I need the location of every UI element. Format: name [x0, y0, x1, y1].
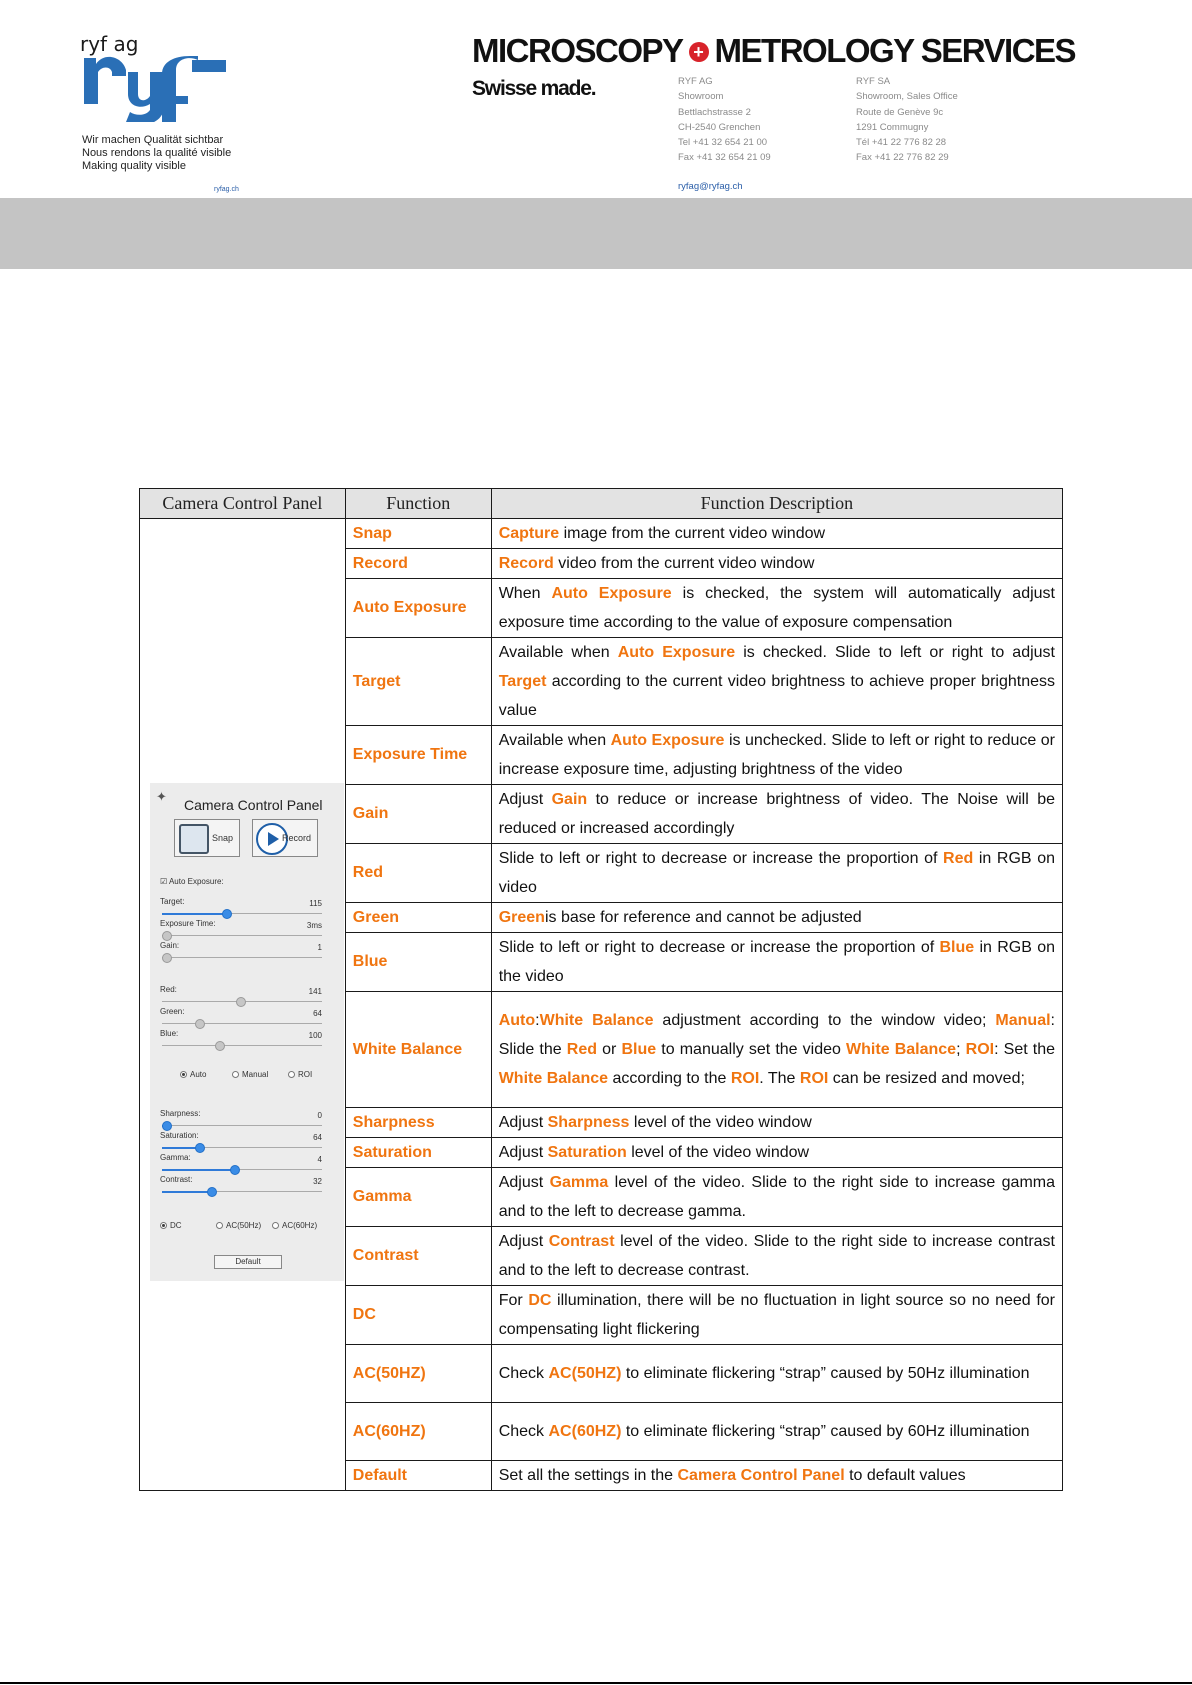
description-text: level of the video. Slide to the right side to increase gamma and to the left to decrease gamma. — [498, 1174, 1056, 1220]
light-source-radio[interactable] — [160, 1221, 182, 1230]
function-name: Default — [345, 1461, 491, 1491]
highlight-term: Target — [498, 673, 547, 690]
address-line: CH-2540 Grenchen — [678, 121, 761, 133]
address-line: Showroom, Sales Office — [856, 91, 958, 103]
slider-fill — [162, 1169, 232, 1171]
white-balance-radio[interactable] — [180, 1070, 206, 1079]
slider-label: Red: — [160, 985, 177, 994]
description-text: is checked, the system will automatically adjust exposure time according to the value of exposure compensation — [498, 585, 1055, 631]
function-name: Snap — [345, 519, 491, 549]
highlight-term: Manual — [995, 1012, 1051, 1029]
slider-track[interactable] — [162, 935, 322, 936]
footer-rule — [0, 1682, 1192, 1684]
header-function: Function — [345, 489, 491, 519]
function-name: DC — [345, 1286, 491, 1345]
function-description — [491, 638, 1062, 726]
function-name: Record — [345, 549, 491, 579]
highlight-term: ROI — [965, 1041, 995, 1058]
description-text: to eliminate flickering “strap” caused by 50Hz illumination — [621, 1365, 1030, 1382]
slider-track[interactable] — [162, 1125, 322, 1126]
description-text: Set all the settings in the — [498, 1467, 678, 1484]
camera-icon — [179, 824, 209, 854]
description-text: Adjust — [498, 1174, 550, 1191]
highlight-term: Auto Exposure — [551, 585, 672, 602]
highlight-term: Auto Exposure — [610, 732, 725, 749]
slider-value: 32 — [313, 1177, 322, 1186]
description-text: Adjust — [498, 1144, 548, 1161]
description-text: Adjust — [498, 791, 552, 808]
highlight-term: Auto — [498, 1012, 536, 1029]
slider-knob[interactable] — [215, 1041, 225, 1051]
slider-value: 3ms — [306, 921, 322, 930]
function-name: Auto Exposure — [345, 579, 491, 638]
slider-label: Exposure Time: — [160, 919, 216, 928]
slider-knob[interactable] — [195, 1019, 205, 1029]
slider-knob[interactable] — [207, 1187, 217, 1197]
address-line: Bettlachstrasse 2 — [678, 106, 751, 118]
description-text: : Set the — [994, 1041, 1056, 1058]
function-name: Red — [345, 844, 491, 903]
highlight-term: White Balance — [539, 1012, 654, 1029]
address-line: Fax +41 22 776 82 29 — [856, 152, 949, 164]
function-description — [491, 549, 1062, 579]
description-text: adjustment according to the window video; — [653, 1012, 996, 1029]
slider-value: 115 — [309, 899, 322, 908]
slider-label: Gain: — [160, 941, 180, 950]
highlight-term: Green — [498, 909, 545, 926]
function-description — [491, 1108, 1062, 1138]
slider-label: Green: — [160, 1007, 185, 1016]
slider-knob[interactable] — [236, 997, 246, 1007]
slider-fill — [162, 1191, 209, 1193]
header-camera-control-panel: Camera Control Panel — [140, 489, 346, 519]
description-text: For — [498, 1292, 529, 1309]
highlight-term: Sharpness — [547, 1114, 630, 1131]
slider-label: Saturation: — [160, 1131, 199, 1140]
header-function-description: Function Description — [491, 489, 1062, 519]
highlight-term: ROI — [730, 1070, 760, 1087]
function-description — [491, 1227, 1062, 1286]
description-text: is base for reference and cannot be adjusted — [544, 909, 862, 926]
function-description — [491, 933, 1062, 992]
panel-title: Camera Control Panel — [184, 797, 323, 813]
address-line: Route de Genève 9c — [856, 106, 944, 118]
function-description — [491, 785, 1062, 844]
slider-value: 0 — [317, 1111, 322, 1120]
function-name: Saturation — [345, 1138, 491, 1168]
highlight-term: Capture — [498, 525, 560, 542]
description-text: Slide to left or right to decrease or increase the proportion of — [498, 850, 944, 867]
description-text: . The — [759, 1070, 800, 1087]
auto-exposure-label: Auto Exposure: — [168, 877, 224, 886]
description-text: level of the video window — [629, 1114, 812, 1131]
website-link[interactable]: ryfag.ch — [214, 186, 239, 193]
description-text: Adjust — [498, 1233, 549, 1250]
description-text: illumination, there will be no fluctuation in light source so no need for compensating light flickering — [498, 1292, 1055, 1338]
slider-fill — [162, 913, 224, 915]
tagline-en: Making quality visible — [82, 160, 186, 172]
radio-label: DC — [170, 1221, 182, 1230]
description-text: to eliminate flickering “strap” caused by 60Hz illumination — [621, 1423, 1030, 1440]
function-description — [491, 1286, 1062, 1345]
function-description — [491, 726, 1062, 785]
description-text: When — [498, 585, 552, 602]
highlight-term: ROI — [799, 1070, 829, 1087]
slider-knob[interactable] — [222, 909, 232, 919]
slider-value: 100 — [308, 1031, 322, 1040]
highlight-term: Red — [566, 1041, 597, 1058]
highlight-term: White Balance — [846, 1041, 957, 1058]
highlight-term: AC(50HZ) — [548, 1365, 622, 1382]
description-text: Adjust — [498, 1114, 548, 1131]
email-link[interactable]: ryfag@ryfag.ch — [678, 181, 743, 192]
description-text: Available when — [498, 732, 611, 749]
description-text: Check — [498, 1423, 549, 1440]
function-name: Target — [345, 638, 491, 726]
radio-label: AC(50Hz) — [226, 1221, 262, 1230]
function-name: Gamma — [345, 1168, 491, 1227]
light-source-radio[interactable] — [272, 1221, 317, 1230]
function-description — [491, 519, 1062, 549]
slider-knob[interactable] — [162, 1121, 172, 1131]
function-name: Contrast — [345, 1227, 491, 1286]
slider-knob[interactable] — [162, 953, 172, 963]
description-text: or — [597, 1041, 622, 1058]
slider-value: 1 — [317, 943, 322, 952]
slider-label: Gamma: — [160, 1153, 191, 1162]
function-description — [491, 844, 1062, 903]
radio-label: Manual — [242, 1070, 269, 1079]
logo-wordmark: ryf ag — [80, 32, 139, 56]
description-text: to reduce or increase brightness of video. The Noise will be reduced or increased accordingly — [498, 791, 1055, 837]
highlight-term: Blue — [939, 939, 975, 956]
function-table — [139, 488, 1063, 1491]
highlight-term: Gain — [551, 791, 588, 808]
address-line: Tél +41 22 776 82 28 — [856, 137, 947, 149]
snap-button[interactable] — [174, 819, 240, 857]
slider-track[interactable] — [162, 1045, 322, 1046]
tagline-fr: Nous rendons la qualité visible — [82, 147, 232, 159]
slider-value: 4 — [317, 1155, 322, 1164]
function-description — [491, 992, 1062, 1108]
slider-label: Contrast: — [160, 1175, 193, 1184]
address-line: RYF AG — [678, 76, 713, 87]
slider-track[interactable] — [162, 957, 322, 958]
function-name: AC(60HZ) — [345, 1403, 491, 1461]
function-description — [491, 1461, 1062, 1491]
address-ag — [678, 74, 771, 166]
radio-label: AC(60Hz) — [282, 1221, 318, 1230]
auto-exposure-checkbox[interactable]: ☑ Auto Exposure: — [160, 877, 224, 886]
table-row — [140, 519, 1063, 549]
description-text: : Slide the — [498, 1012, 1055, 1058]
table-body — [140, 519, 1063, 1491]
highlight-term: DC — [528, 1292, 552, 1309]
highlight-term: Saturation — [547, 1144, 627, 1161]
brand-right: METROLOGY SERVICES — [714, 32, 1076, 69]
function-name: Blue — [345, 933, 491, 992]
tagline — [82, 134, 231, 173]
highlight-term: Blue — [621, 1041, 657, 1058]
highlight-term: Red — [943, 850, 974, 867]
slider-knob[interactable] — [162, 931, 172, 941]
description-text: video from the current video window — [553, 555, 815, 572]
function-description — [491, 1168, 1062, 1227]
description-text: in RGB on video — [498, 850, 1055, 896]
function-description — [491, 1345, 1062, 1403]
description-text: to default values — [844, 1467, 966, 1484]
slider-label: Sharpness: — [160, 1109, 201, 1118]
swiss-cross-icon: + — [689, 42, 709, 62]
description-text: Check — [498, 1365, 549, 1382]
description-text: to manually set the video — [656, 1041, 847, 1058]
tagline-de: Wir machen Qualität sichtbar — [82, 134, 224, 146]
camera-control-panel — [150, 783, 344, 1281]
description-text: image from the current video window — [559, 525, 826, 542]
radio-label: ROI — [298, 1070, 313, 1079]
address-sa — [856, 74, 958, 166]
light-source-radio[interactable] — [216, 1221, 261, 1230]
record-label: Record — [281, 833, 311, 843]
slider-label: Target: — [160, 897, 185, 906]
slider-knob[interactable] — [230, 1165, 240, 1175]
address-line: Showroom — [678, 91, 724, 103]
highlight-term: Record — [498, 555, 554, 572]
address-line: Tel +41 32 654 21 00 — [678, 137, 768, 149]
function-name: Exposure Time — [345, 726, 491, 785]
description-text: level of the video window — [626, 1144, 810, 1161]
slider-value: 64 — [313, 1133, 322, 1142]
highlight-term: Contrast — [548, 1233, 615, 1250]
highlight-term: White Balance — [498, 1070, 609, 1087]
description-text: can be resized and moved; — [828, 1070, 1025, 1087]
function-description — [491, 1403, 1062, 1461]
highlight-term: Camera Control Panel — [677, 1467, 845, 1484]
white-balance-radio[interactable] — [232, 1070, 268, 1079]
address-line: Fax +41 32 654 21 09 — [678, 152, 771, 164]
brand-left: MICROSCOPY — [472, 32, 683, 69]
description-text: in RGB on the video — [498, 939, 1055, 985]
function-name: AC(50HZ) — [345, 1345, 491, 1403]
record-button[interactable] — [252, 819, 318, 857]
address-line: RYF SA — [856, 76, 891, 87]
snap-label: Snap — [211, 833, 233, 843]
description-text: is unchecked. Slide to left or right to reduce or increase exposure time, adjusting brightness of the video — [498, 732, 1056, 778]
description-text: is checked. Slide to left or right to adjust — [735, 644, 1056, 661]
table-header-row — [140, 489, 1063, 519]
description-text: according to the — [608, 1070, 731, 1087]
brand-title — [472, 32, 1075, 70]
function-description — [491, 579, 1062, 638]
function-name: Green — [345, 903, 491, 933]
description-text: ; — [956, 1041, 966, 1058]
description-text: : — [535, 1012, 540, 1029]
highlight-term: AC(60HZ) — [548, 1423, 622, 1440]
slider-knob[interactable] — [195, 1143, 205, 1153]
address-line: 1291 Commugny — [856, 121, 929, 133]
slider-value: 64 — [313, 1009, 322, 1018]
white-balance-radio[interactable] — [288, 1070, 312, 1079]
default-button[interactable]: Default — [214, 1255, 282, 1269]
slider-value: 141 — [308, 987, 322, 996]
function-description — [491, 903, 1062, 933]
description-text: Available when — [498, 644, 618, 661]
swiss-made: Swisse made. — [472, 77, 596, 100]
slider-label: Blue: — [160, 1029, 179, 1038]
function-name: Gain — [345, 785, 491, 844]
description-text: level of the video. Slide to the right side to increase contrast and to the left to decrease contrast. — [498, 1233, 1055, 1279]
slider-fill — [162, 1147, 197, 1149]
description-text: according to the current video brightness to achieve proper brightness value — [498, 673, 1055, 719]
header-band — [0, 198, 1192, 269]
description-text: Slide to left or right to decrease or increase the proportion of — [498, 939, 940, 956]
highlight-term: Auto Exposure — [617, 644, 736, 661]
function-description — [491, 1138, 1062, 1168]
ryf-logo — [80, 56, 230, 122]
radio-label: Auto — [190, 1070, 207, 1079]
slider-track[interactable] — [162, 1023, 322, 1024]
highlight-term: Gamma — [549, 1174, 609, 1191]
camera-panel-cell — [140, 519, 346, 1491]
function-name: Sharpness — [345, 1108, 491, 1138]
pin-icon[interactable]: ✦ — [156, 789, 167, 804]
function-name: White Balance — [345, 992, 491, 1108]
